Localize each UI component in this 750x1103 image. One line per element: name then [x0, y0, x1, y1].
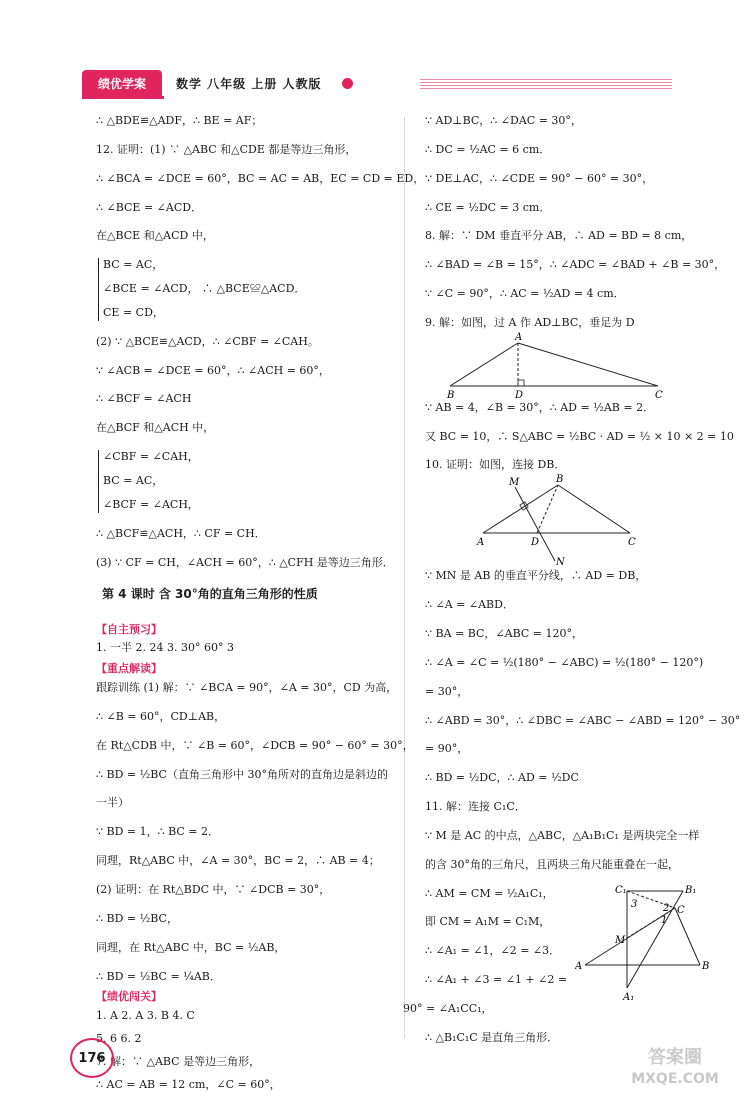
fig10-seg-bc [558, 485, 630, 533]
fig10-label-b: B [556, 474, 564, 486]
text-line: ∴ DC = ½AC = 6 cm． [425, 142, 551, 156]
fig11-label-c: C [677, 904, 685, 916]
column-divider [404, 118, 405, 1038]
fig11-label-c1: C₁ [615, 884, 627, 896]
fig11-seg-cb [675, 908, 700, 965]
fig10-label-m: M [509, 477, 520, 489]
text-line: ∵ ∠C = 90°，∴ AC = ½AD = 4 cm． [425, 287, 625, 301]
text-line: ∴ △BCF≌△ACH，∴ CF = CH． [96, 526, 266, 540]
fig10-label-n: N [556, 557, 565, 569]
text-line: ∴ ∠A = ∠ABD． [425, 598, 514, 612]
section-tag: 【重点解读】 [96, 662, 162, 676]
section-tag: 【自主预习】 [96, 622, 162, 636]
header-stripes [420, 79, 672, 91]
brand-underline [82, 96, 164, 99]
text-line: ∵ M 是 AC 的中点，△ABC，△A₁B₁C₁ 是两块完全一样 [425, 828, 700, 842]
text-line: ∴ AC = AB = 12 cm，∠C = 60°， [96, 1077, 281, 1091]
text-line: ∴ ∠B = 60°，CD⊥AB， [96, 709, 226, 723]
section-tag: 【绩优闯关】 [96, 990, 162, 1004]
right-column [403, 114, 741, 1046]
text-line: ∴ CE = ½DC = 3 cm． [425, 200, 551, 214]
text-line: (3) ∵ CF = CH，∠ACH = 60°，∴ △CFH 是等边三角形． [96, 555, 394, 569]
fig11-label-b: B [702, 960, 710, 972]
fig10-line-mn [515, 487, 555, 561]
fig9-seg-ac [518, 343, 658, 386]
fig9-label-a: A [515, 331, 523, 343]
text-line: 同理，Rt△ABC 中，∠A = 30°，BC = 2，∴ AB = 4； [96, 854, 380, 868]
figure-9 [425, 331, 685, 401]
text-line: 在△BCE 和△ACD 中， [96, 229, 214, 243]
book-info: 数学 八年级 上册 人教版 [176, 77, 322, 91]
text-line: ∴ AM = CM = ½A₁C₁， [425, 886, 554, 900]
fig9-label-b: B [447, 389, 455, 401]
watermark-line: 答案圈 [648, 1047, 702, 1068]
text-line: ∴ ∠A₁ + ∠3 = ∠1 + ∠2 = [425, 973, 568, 987]
text-line: ∠BCE = ∠ACD， ∴ △BCE≌△ACD． [103, 282, 306, 296]
text-line: ∴ △BDE≌△ADF，∴ BE = AF； [96, 114, 263, 127]
brand-tab: 绩优学案 [82, 70, 162, 96]
text-line: 又 BC = 10，∴ S△ABC = ½BC · AD = ½ × 10 × 2 = 10 [425, 429, 734, 443]
text-line: ∴ ∠ABD = 30°，∴ ∠DBC = ∠ABC − ∠ABD = 120° − 30° [425, 713, 741, 727]
header-dot-icon [342, 78, 353, 89]
text-line: ∵ BD = 1，∴ BC = 2． [96, 825, 220, 839]
fig11-label-3: 3 [631, 898, 638, 910]
text-line: 1. 一半 2. 24 3. 30° 60° 3 [96, 641, 234, 655]
text-line: BC = AC， [103, 258, 164, 272]
text-line: 同理，在 Rt△ABC 中，BC = ½AB， [96, 940, 286, 954]
figure-11 [575, 883, 715, 1003]
fig9-label-d: D [515, 389, 524, 401]
text-line: ∴ ∠BCE = ∠ACD． [96, 200, 203, 214]
fig10-seg-ab [483, 485, 558, 533]
text-line: 跟踪训练 (1) 解：∵ ∠BCA = 90°，∠A = 30°，CD 为高， [96, 681, 398, 695]
text-line: 在 Rt△CDB 中，∵ ∠B = 60°，∠DCB = 90° − 60° = 30°， [96, 738, 414, 752]
text-line: 10. 证明：如图，连接 DB． [425, 458, 566, 472]
text-line: ∵ ∠ACB = ∠DCE = 60°，∴ ∠ACH = 60°， [96, 363, 330, 377]
page-number: 176 [70, 1038, 114, 1078]
fig11-label-b1: B₁ [685, 884, 697, 896]
text-line: 即 CM = A₁M = C₁M， [425, 915, 551, 929]
watermark-line: MXQE.COM [631, 1071, 719, 1088]
text-line: = 30°， [425, 684, 469, 698]
lesson-title: 第 4 课时 含 30°角的直角三角形的性质 [102, 587, 318, 602]
problem-11-block [403, 873, 715, 1046]
text-line: 5. 6 6. 2 [96, 1032, 142, 1046]
figure-10 [425, 473, 685, 569]
watermark [610, 1045, 740, 1090]
fig11-label-a: A [575, 960, 583, 972]
text-line: = 90°， [425, 742, 469, 756]
text-line: ∵ AD⊥BC，∴ ∠DAC = 30°， [425, 114, 582, 127]
text-line: ∵ DE⊥AC，∴ ∠CDE = 90° − 60° = 30°， [425, 171, 654, 185]
text-line: ∴ ∠BCA = ∠DCE = 60°，BC = AC = AB，EC = CD = ED， [96, 171, 425, 185]
fig9-seg-ab [450, 343, 518, 386]
fig11-label-a1: A₁ [623, 991, 635, 1003]
text-line: ∠BCF = ∠ACH， [103, 497, 199, 511]
text-line: 在△BCF 和△ACH 中， [96, 421, 215, 435]
brace-system-1 [98, 258, 386, 321]
text-line: 12. 证明：(1) ∵ △ABC 和△CDE 都是等边三角形， [96, 142, 357, 156]
text-line: 1. A 2. A 3. B 4. C [96, 1009, 195, 1023]
text-line: 11. 解：连接 C₁C． [425, 800, 526, 814]
page-header [0, 0, 750, 110]
fig9-right-angle [518, 380, 524, 386]
text-line: ∵ AB = 4，∠B = 30°，∴ AD = ½AB = 2． [425, 400, 655, 414]
fig10-label-a: A [477, 537, 485, 549]
fig10-label-c: C [628, 537, 636, 549]
text-line: CE = CD， [103, 305, 164, 319]
fig11-label-2: 2 [663, 902, 670, 914]
text-line: ∴ ∠A₁ = ∠1，∠2 = ∠3． [425, 944, 561, 958]
left-column [96, 114, 425, 1093]
text-line: 一半） [96, 796, 129, 810]
text-line: ∴ BD = ½BC， [96, 911, 178, 925]
fig11-label-m: M [615, 934, 626, 946]
fig10-label-d: D [531, 537, 540, 549]
text-line: 8. 解：∵ DM 垂直平分 AB，∴ AD = BD = 8 cm， [425, 229, 693, 243]
text-line: ∴ BD = ½BC（直角三角形中 30°角所对的直角边是斜边的 [96, 767, 388, 781]
fig11-label-1: 1 [661, 914, 668, 926]
text-line: 的含 30°角的三角尺，且两块三角尺能重叠在一起， [425, 857, 679, 871]
text-line: ∴ BD = ½DC，∴ AD = ½DC [425, 771, 579, 785]
text-line: ∠CBF = ∠CAH， [103, 450, 199, 464]
text-line: 90° = ∠A₁CC₁， [403, 1001, 493, 1015]
text-line: ∵ BA = BC，∠ABC = 120°， [425, 626, 584, 640]
text-line: 7. 解：∵ △ABC 是等边三角形， [96, 1054, 261, 1068]
brace-system-2 [98, 450, 386, 513]
text-line: ∵ MN 是 AB 的垂直平分线，∴ AD = DB， [425, 569, 647, 583]
text-line: (2) 证明：在 Rt△BDC 中，∵ ∠DCB = 30°， [96, 882, 331, 896]
text-line: ∴ △B₁C₁C 是直角三角形． [425, 1030, 559, 1044]
text-line: ∴ ∠BAD = ∠B = 15°，∴ ∠ADC = ∠BAD + ∠B = 30°， [425, 258, 726, 272]
text-line: ∴ ∠A = ∠C = ½(180° − ∠ABC) = ½(180° − 120°) [425, 655, 704, 669]
text-line: BC = AC， [103, 473, 164, 487]
text-line: (2) ∵ △BCE≌△ACD，∴ ∠CBF = ∠CAH。 [96, 334, 319, 348]
text-line: ∴ ∠BCF = ∠ACH [96, 392, 192, 406]
text-line: 9. 解：如图，过 A 作 AD⊥BC，垂足为 D [425, 315, 635, 329]
fig9-label-c: C [655, 389, 663, 401]
text-line: ∴ BD = ½BC = ¼AB． [96, 969, 221, 983]
